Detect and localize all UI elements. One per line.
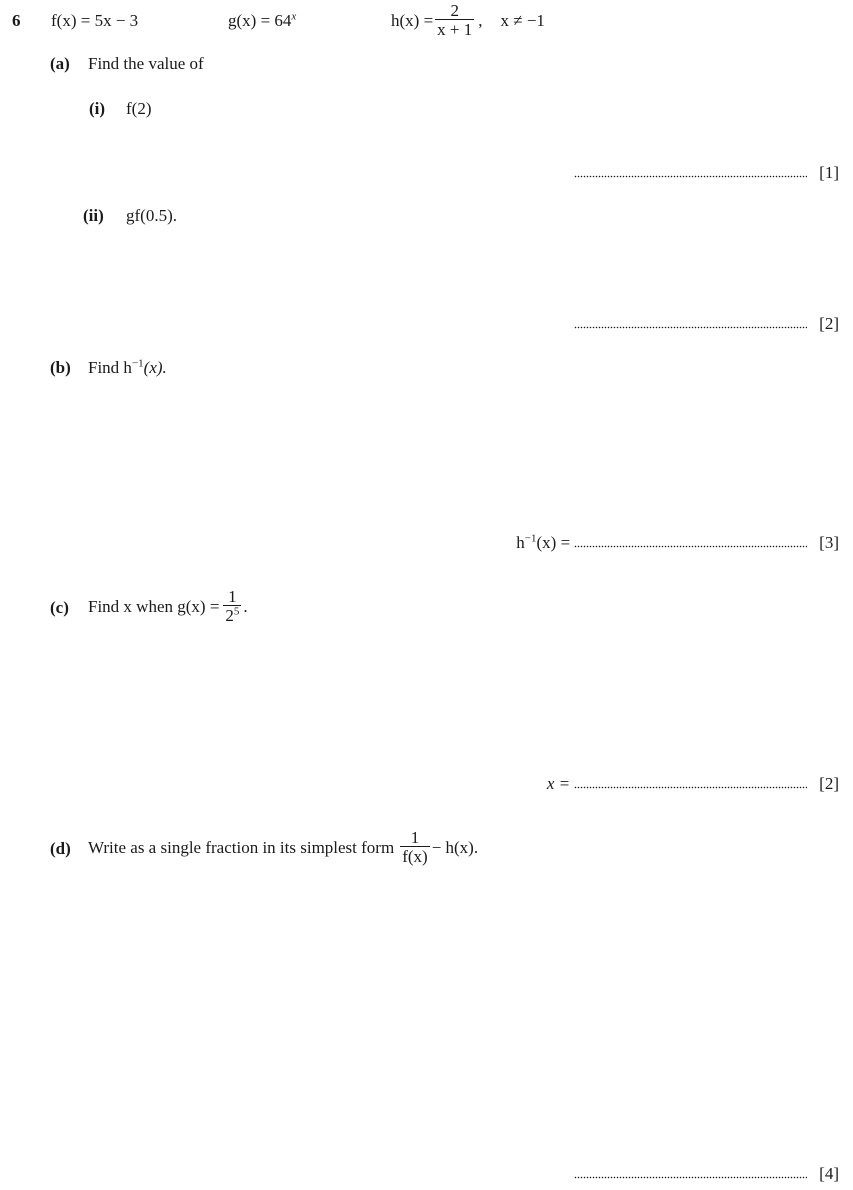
part-b-answer-label [516, 533, 570, 552]
h-definition-left: h(x) = [391, 10, 434, 30]
h-definition-fraction [435, 2, 474, 38]
part-c-answer-label: x = [546, 774, 571, 793]
part-a-label: (a) [50, 54, 70, 73]
part-d-text [88, 829, 478, 865]
part-b-marks: [3] [819, 533, 839, 552]
part-a-i-label: (i) [89, 99, 106, 118]
part-d-fraction-numerator: 1 [410, 828, 420, 847]
answer-dotted-line[interactable] [574, 326, 807, 329]
part-b-text [88, 359, 167, 376]
part-b-answer-post: (x) = [536, 533, 571, 552]
g-definition-base: g(x) = 64 [228, 11, 292, 30]
h-domain-condition: x ≠ −1 [500, 10, 545, 30]
part-c-den-exp: 5 [233, 605, 240, 618]
part-b-text-sup: −1 [131, 357, 144, 370]
answer-dotted-line[interactable] [574, 786, 807, 789]
part-c-fraction [223, 588, 241, 624]
part-d-label: (d) [50, 839, 71, 858]
part-d-text-main: Write as a single fraction in its simplest form [88, 837, 395, 857]
answer-dotted-line[interactable] [574, 1176, 807, 1179]
g-definition [228, 12, 296, 29]
part-c-marks: [2] [819, 774, 839, 793]
part-a-text: Find the value of [88, 54, 204, 73]
h-fraction-numerator: 2 [450, 1, 459, 20]
part-c-text: Find x when g(x) = $\frac{1}{2^5}$ . [88, 587, 248, 625]
part-a-i-marks: [1] [819, 163, 839, 182]
part-c-answer-line [547, 775, 839, 792]
part-b-answer-sup: −1 [524, 532, 537, 545]
part-c-fraction-denominator [223, 605, 241, 624]
part-c-text-main: Find x when g(x) = [88, 596, 220, 616]
part-c-fraction-numerator: 1 [228, 587, 237, 606]
answer-dotted-line[interactable] [574, 545, 807, 548]
part-a-ii-marks: [2] [819, 314, 839, 333]
part-b-label: (b) [50, 358, 71, 377]
part-a-i-answer-line [570, 164, 839, 181]
f-definition: f(x) = 5x − 3 [51, 11, 139, 30]
part-a-ii-text: gf(0.5). [126, 206, 177, 225]
part-c-label: (c) [50, 598, 69, 617]
part-d-text-post: − h(x). [431, 837, 479, 857]
part-b-text-post: (x). [143, 358, 167, 377]
part-a-i-text: f(2) [126, 99, 152, 118]
part-d-fraction-denominator: f(x) [402, 847, 428, 866]
part-d-marks: [4] [819, 1164, 839, 1183]
h-fraction-denominator: x + 1 [437, 20, 473, 39]
part-d-fraction [400, 829, 429, 865]
part-c-den-base: 2 [225, 606, 234, 625]
part-a-ii-label: (ii) [83, 206, 104, 225]
part-b-answer-line [516, 534, 839, 551]
part-d-answer-line [570, 1165, 839, 1182]
g-definition-exponent: x [291, 10, 297, 23]
part-b-answer-pre: h [516, 533, 525, 552]
question-number: 6 [12, 11, 21, 30]
answer-dotted-line[interactable] [574, 175, 807, 178]
h-definition: h(x) = $\frac{2}{x + 1}$ , x ≠ −1 [391, 1, 545, 39]
part-b-text-pre: Find h [88, 358, 132, 377]
part-a-ii-answer-line [570, 315, 839, 332]
